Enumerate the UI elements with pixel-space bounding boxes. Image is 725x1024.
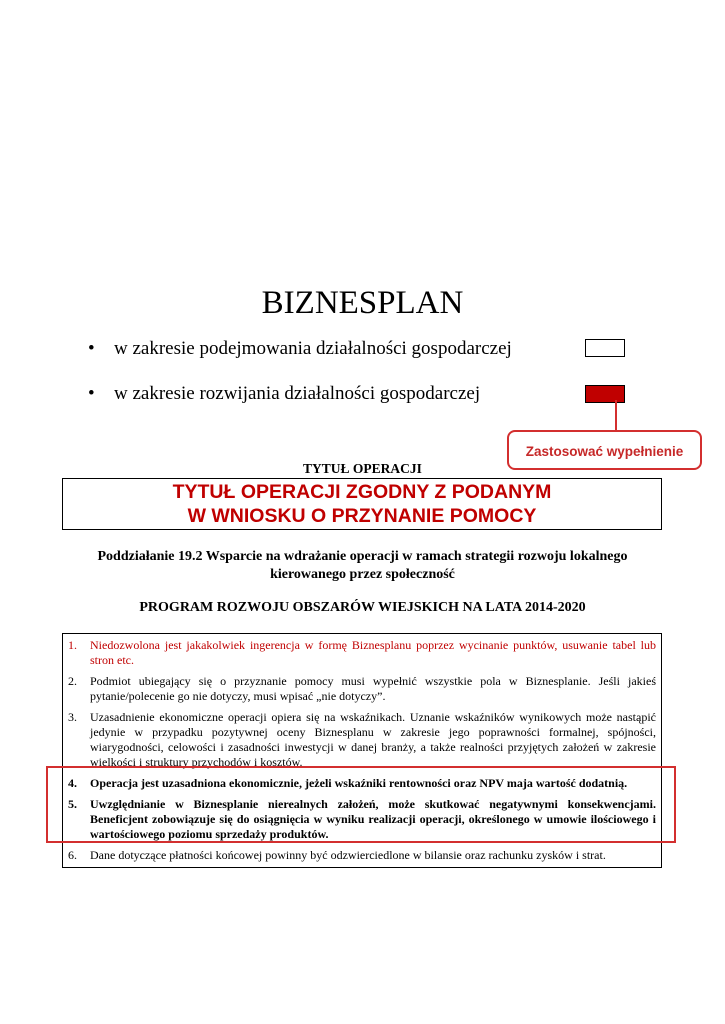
note-text: Uzasadnienie ekonomiczne operacji opiera się na wskaźnikach. Uznanie wskaźników wynikowych może nastąpić jedynie w przypadku pozytywnej oceny Biznesplanu w zakresie jego poprawności formalnej, spójności, wiarygodności, celowości i zasadności inwestycji w danej branży, a także realności przyjętych założeń w zakresie wielkości i struktury przychodów i kosztów. <box>90 710 656 769</box>
note-text: Niedozwolona jest jakakolwiek ingerencja w formę Biznesplanu poprzez wycinanie punktów, usuwanie tabel lub stron etc. <box>90 638 656 667</box>
option-label: w zakresie rozwijania działalności gospodarczej <box>114 383 481 404</box>
note-item <box>68 710 656 770</box>
note-text: Uwzględnianie w Biznesplanie nierealnych założeń, może skutkować negatywnymi konsekwencjami. Beneficjent zobowiązuje się do osiągnięcia w wyniku realizacji operacji, określonego w umowie ilościowego i wartościowego poziomu sprzedaży produktów. <box>90 797 656 841</box>
bullet-icon: • <box>88 338 95 359</box>
note-item <box>68 848 656 863</box>
note-item <box>68 674 656 704</box>
note-number: 3. <box>68 710 77 724</box>
callout-annotation: Zastosować wypełnienie <box>507 430 702 470</box>
note-text: Podmiot ubiegający się o przyznanie pomocy musi wypełnić wszystkie pola w Biznesplanie. Jeśli jakieś pytanie/polecenie go nie dotyczy, musi wpisać „nie dotyczy”. <box>90 674 656 703</box>
operation-title-heading: TYTUŁ OPERACJI <box>303 461 422 476</box>
option-start-business <box>88 337 512 361</box>
note-number: 5. <box>68 797 77 811</box>
option-develop-business <box>88 382 480 406</box>
operation-title-text <box>62 480 662 528</box>
option-label: w zakresie podejmowania działalności gospodarczej <box>114 338 512 359</box>
program-name: PROGRAM ROZWOJU OBSZARÓW WIEJSKICH NA LATA 2014-2020 <box>139 600 586 615</box>
bullet-icon: • <box>88 383 95 404</box>
note-item <box>68 638 656 668</box>
callout-pointer <box>615 400 617 431</box>
operation-title-line: TYTUŁ OPERACJI ZGODNY Z PODANYM <box>172 481 552 503</box>
checkbox-start-business[interactable] <box>585 339 625 357</box>
note-text: Dane dotyczące płatności końcowej powinny być odzwierciedlone w bilansie oraz rachunku zysków i strat. <box>90 848 606 862</box>
note-number: 4. <box>68 776 77 790</box>
page-title: BIZNESPLAN <box>261 285 464 321</box>
note-text: Operacja jest uzasadniona ekonomicznie, jeżeli wskaźniki rentowności oraz NPV maja wartość dodatnią. <box>90 776 628 790</box>
operation-title-line: W WNIOSKU O PRZYNANIE POMOCY <box>187 505 537 527</box>
subaction-description: Poddziałanie 19.2 Wsparcie na wdrażanie operacji w ramach strategii rozwoju lokalnego kierowanego przez społeczność <box>97 549 628 582</box>
notes-highlight-frame <box>46 766 676 843</box>
note-number: 2. <box>68 674 77 688</box>
checkbox-develop-business[interactable] <box>585 385 625 403</box>
note-number: 1. <box>68 638 77 652</box>
note-number: 6. <box>68 848 77 862</box>
